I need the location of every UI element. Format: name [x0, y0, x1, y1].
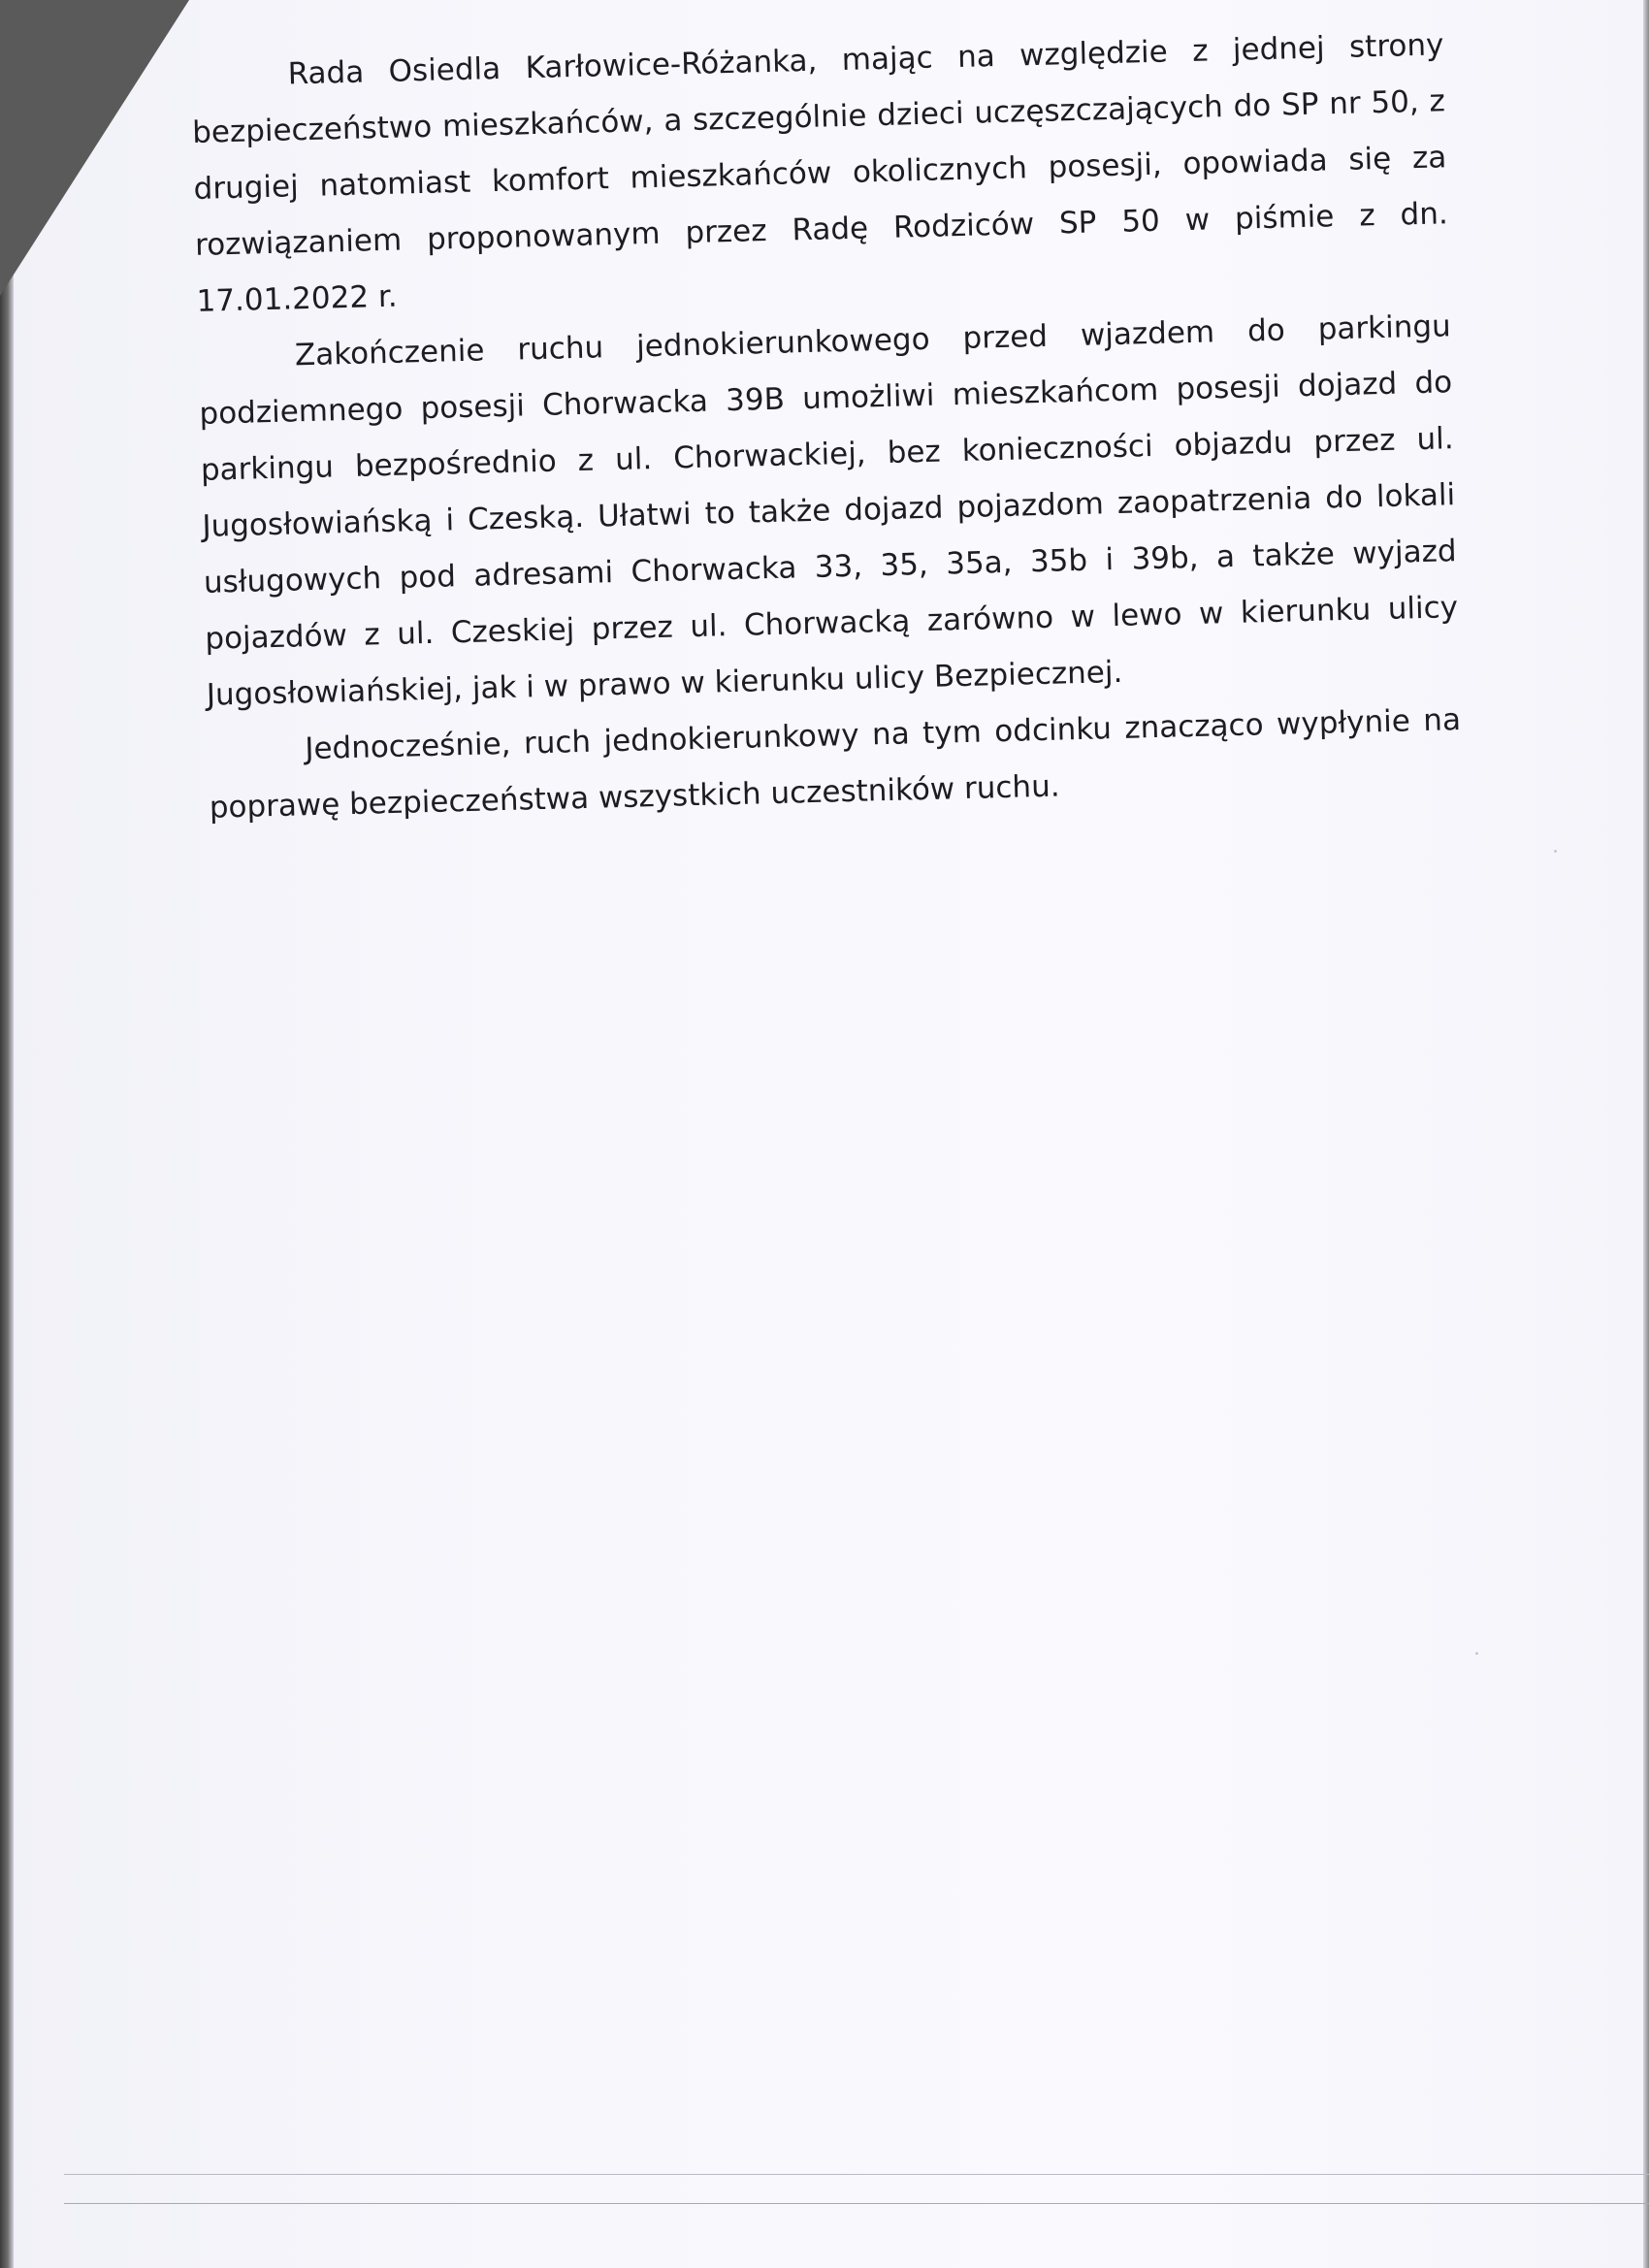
scanner-edge-left	[0, 0, 14, 2268]
scanner-edge-right	[1643, 0, 1649, 2268]
scan-speck	[1554, 850, 1557, 853]
paragraph-2: Zakończenie ruchu jednokierunkowego przed wjazdem do parkingu podziemnego posesji Chorwacka 39B umożliwi mieszkańcom posesji dojazd do parkingu bezpośrednio z ul. Chorwackiej, bez konieczności objazdu przez ul. Jugosłowiańską i Czeską. Ułatwi to także dojazd pojazdom zaopatrzenia do lokali usługowych pod adresami Chorwacka 33, 35, 35a, 35b i 39b, a także wyjazd pojazdów z ul. Czeskiej przez ul. Chorwacką zarówno w lewo w kierunku ulicy Jugosłowiańskiej, jak i w prawo w kierunku ulicy Bezpiecznej.	[199, 308, 1459, 713]
footer-line-lower	[64, 2203, 1649, 2204]
paragraph-1: Rada Osiedla Karłowice-Różanka, mając na względzie z jednej strony bezpieczeństwo mieszkańców, a szczególnie dzieci uczęszczających do SP nr 50, z drugiej natomiast komfort mieszkańców okolicznych posesji, opowiada się za rozwiązaniem proponowanym przez Radę Rodziców SP 50 w piśmie z dn. 17.01.2022 r.	[191, 27, 1449, 319]
scan-speck	[1475, 1652, 1478, 1655]
letter-body	[190, 16, 1463, 835]
footer-rule	[64, 2164, 1649, 2207]
folded-corner	[0, 0, 194, 301]
footer-line-upper	[64, 2174, 1649, 2175]
paragraph-3: Jednocześnie, ruch jednokierunkowy na tym odcinku znacząco wypłynie na poprawę bezpieczeństwa wszystkich uczestników ruchu.	[209, 702, 1462, 826]
